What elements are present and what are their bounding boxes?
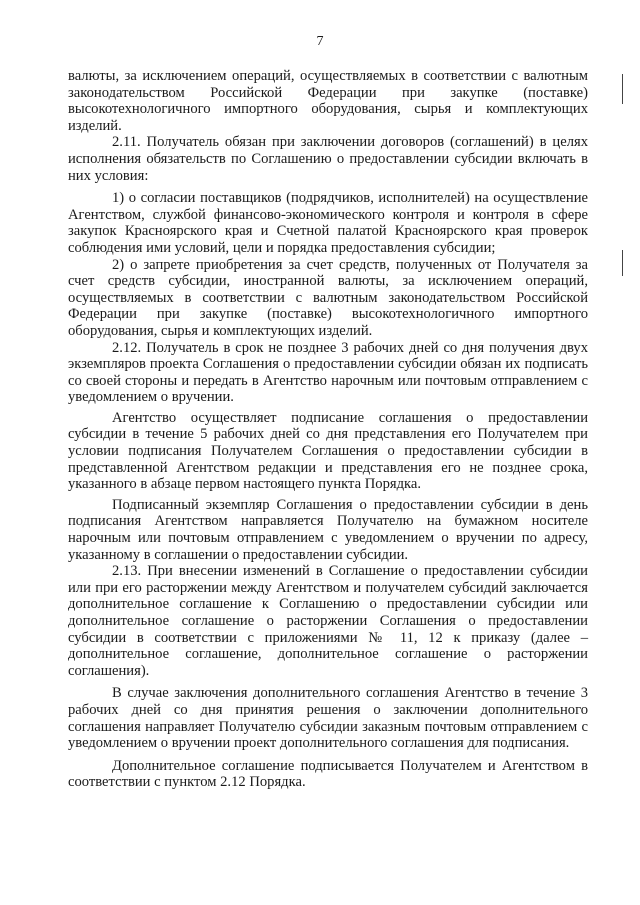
paragraph-condition-2: 2) о запрете приобретения за счет средств, полученных от Получателя за счет средств субсидии, иностранной валюты, за исключением операций, осуществляемых в соответствии с валютным законодательством Российской Федерации при закупке (поставке) высокотехнологичного импортного оборудования, сырья и комплектующих изделий.	[68, 256, 588, 339]
paragraph-clause-2-12: 2.12. Получатель в срок не позднее 3 рабочих дней со дня получения двух экземпляров проекта Соглашения о предоставлении субсидии обязан их подписать со своей стороны и передать в Агентство нарочным или почтовым отправлением с уведомлением о вручении.	[68, 339, 588, 406]
paragraph-condition-1: 1) о согласии поставщиков (подрядчиков, исполнителей) на осуществление Агентством, службой финансово-экономического контроля и контроля в сфере закупок Красноярского края и Счетной палатой Красноярского края проверок соблюдения ими условий, цели и порядка предоставления субсидии;	[68, 190, 588, 256]
page-number: 7	[316, 34, 324, 49]
paragraph-clause-2-11: 2.11. Получатель обязан при заключении договоров (соглашений) в целях исполнения обязательств по Соглашению о предоставлении субсидии включать в них условия:	[68, 134, 588, 184]
margin-scan-mark	[622, 250, 623, 276]
paragraph-additional-signing: Дополнительное соглашение подписывается Получателем и Агентством в соответствии с пунктом 2.12 Порядка.	[68, 757, 588, 791]
paragraph-signed-copy: Подписанный экземпляр Соглашения о предоставлении субсидии в день подписания Агентством направляется Получателю на бумажном носителе нарочным или почтовым отправлением с уведомлением о вручении по адресу, указанному в соглашении о предоставлении субсидии.	[68, 496, 588, 563]
paragraph-agency-signing: Агентство осуществляет подписание соглашения о предоставлении субсидии в течение 5 рабочих дней со дня представления его Получателем при условии подписания Получателем Соглашения о предоставлении субсидии в представленной Агентством редакции и представления его не позднее срока, указанного в абзаце первом настоящего пункта Порядка.	[68, 409, 588, 493]
paragraph-currency-continuation: валюты, за исключением операций, осуществляемых в соответствии с валютным законодательством Российской Федерации при закупке (поставке) высокотехнологичного импортного оборудования, сырья и комплектующих изделий.	[68, 68, 588, 134]
document-body	[68, 68, 588, 791]
margin-scan-mark	[622, 74, 623, 104]
paragraph-additional-agreement: В случае заключения дополнительного соглашения Агентство в течение 3 рабочих дней со дня принятия решения о заключении дополнительного соглашения направляет Получателю субсидии заказным почтовым отправлением с уведомлением о вручении проект дополнительного соглашения для подписания.	[68, 685, 588, 752]
paragraph-clause-2-13: 2.13. При внесении изменений в Соглашение о предоставлении субсидии или при его расторжении между Агентством и получателем субсидий заключается дополнительное соглашение к Соглашению о предоставлении субсидии или дополнительное соглашение о расторжении Соглашения о предоставлении субсидии в соответствии с приложениями № 11, 12 к приказу (далее – дополнительное соглашение, дополнительное соглашение о расторжении соглашения).	[68, 563, 588, 679]
